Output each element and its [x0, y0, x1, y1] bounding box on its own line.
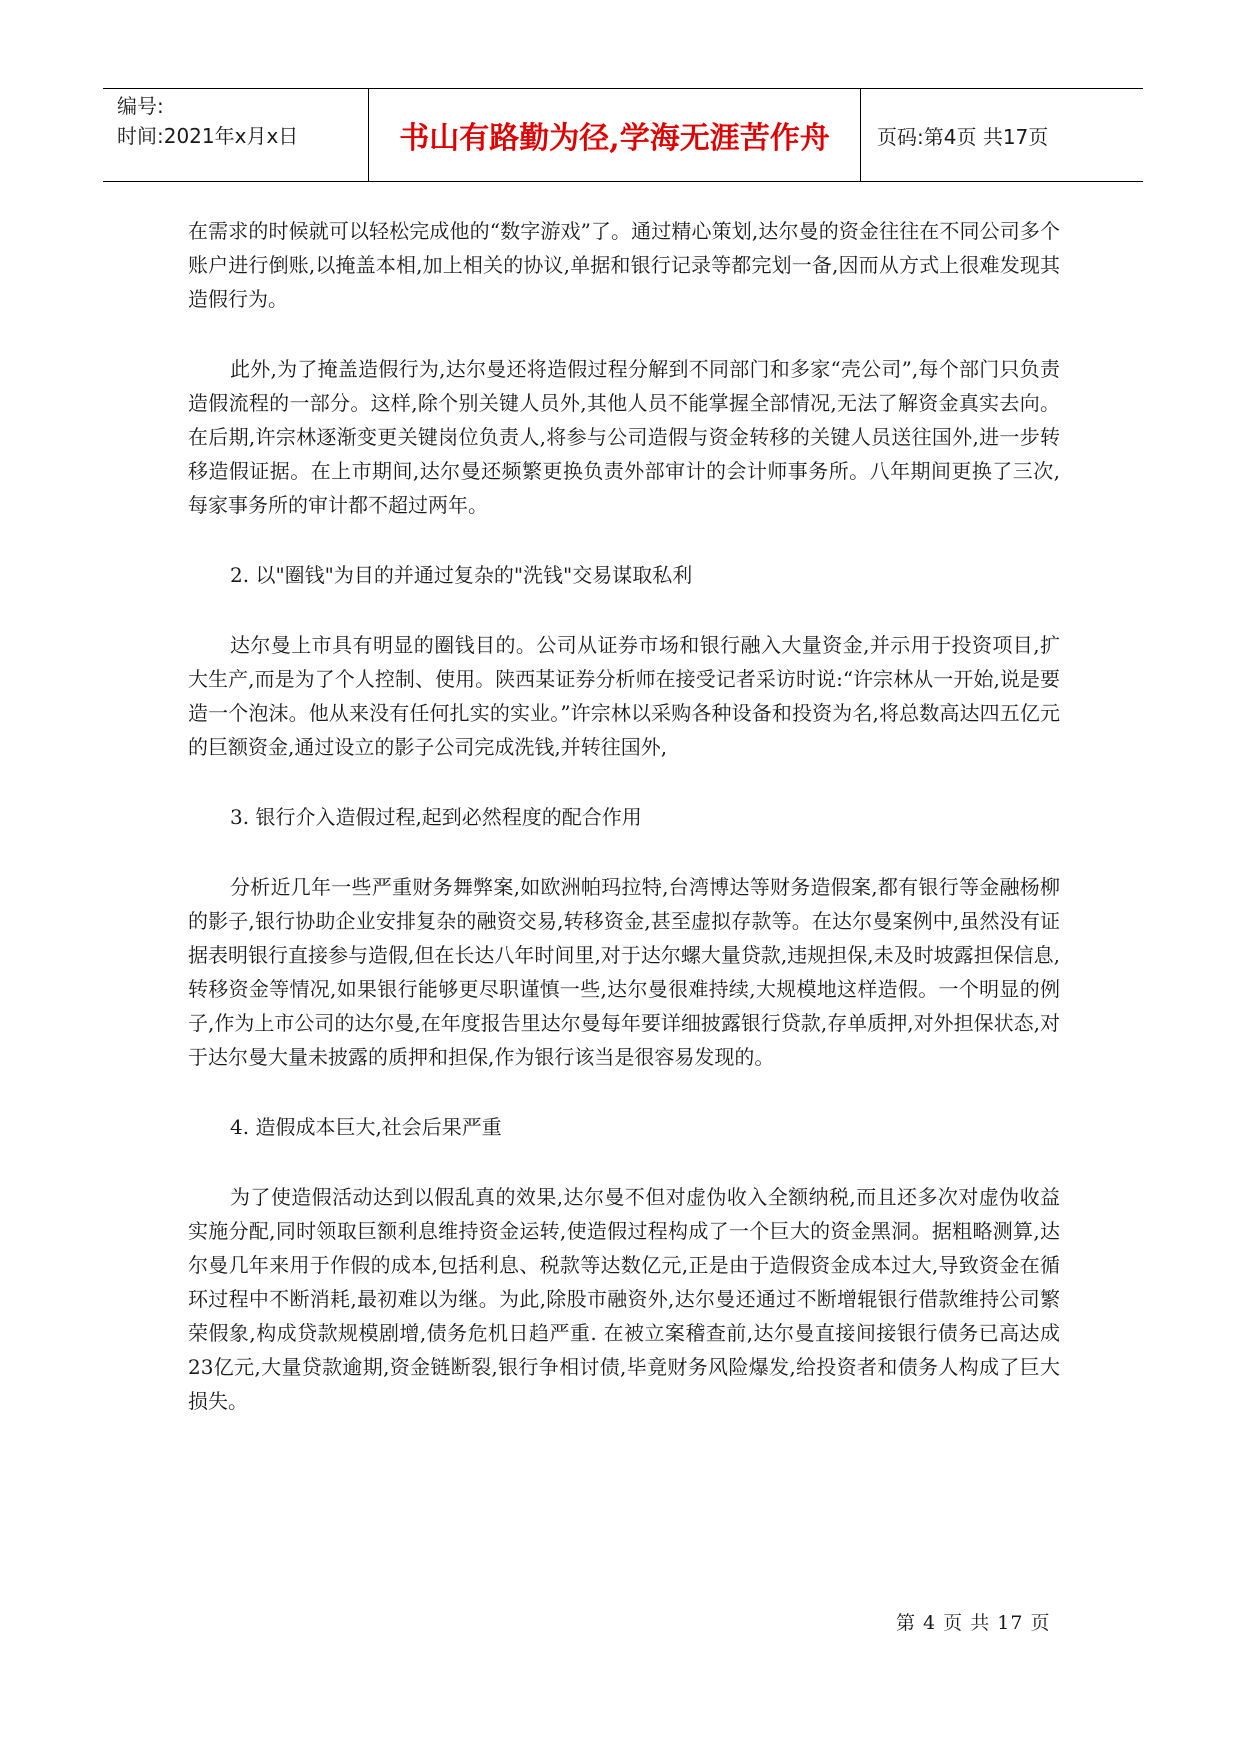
section-heading-4: 4. 造假成本巨大,社会后果严重 — [230, 1115, 502, 1139]
header-motto: 书山有路勤为径,学海无涯苦作舟 — [369, 89, 861, 181]
header-page-label: 页码:第4页 共17页 — [877, 124, 1049, 149]
section-heading-2: 2. 以"圈钱"为目的并通过复杂的"洗钱"交易谋取私利 — [230, 563, 693, 587]
paragraph-3: 达尔曼上市具有明显的圈钱目的。公司从证券市场和银行融入大量资金,并示用于投资项目,扩大生产,而是为了个人控制、使用。陕西某证券分析师在接受记者采访时说:“许宗林从一开始,说是要造一个泡沫。他从来没有任何扎实的实业。”许宗林以采购各种设备和投资为名,将总数高达四五亿元的巨额资金,通过设立的影子公司完成洗钱,并转往国外, — [188, 633, 1060, 759]
page-header — [103, 88, 1143, 182]
section-heading-3: 3. 银行介入造假过程,起到必然程度的配合作用 — [230, 805, 642, 829]
page-footer: 第 4 页 共 17 页 — [896, 1612, 1051, 1634]
paragraph-1: 在需求的时候就可以轻松完成他的“数字游戏”了。通过精心策划,达尔曼的资金往往在不同公司多个账户进行倒账,以掩盖本相,加上相关的协议,单据和银行记录等都完划一备,因而从方式上很难发现其造假行为。 — [188, 219, 1060, 311]
header-meta — [103, 89, 369, 181]
number-label: 编号: — [117, 94, 164, 118]
document-body — [188, 214, 1060, 1418]
paragraph-5: 为了使造假活动达到以假乱真的效果,达尔曼不但对虚伪收入全额纳税,而且还多次对虚伪收益实施分配,同时领取巨额利息维持资金运转,使造假过程构成了一个巨大的资金黑洞。据粗略测算,达尔曼几年来用于作假的成本,包括利息、税款等达数亿元,正是由于造假资金成本过大,导致资金在循环过程中不断消耗,最初难以为继。为此,除股市融资外,达尔曼还通过不断增辊银行借款维持公司繁荣假象,构成贷款规模剧增,债务危机日趋严重. 在被立案稽查前,达尔曼直接间接银行债务已高达成23亿元,大量贷款逾期,资金链断裂,银行争相讨债,毕竟财务风险爆发,给投资者和债务人构成了巨大损失。 — [188, 1185, 1060, 1413]
time-label: 时间:2021年x月x日 — [117, 124, 299, 148]
paragraph-4: 分析近几年一些严重财务舞弊案,如欧洲帕玛拉特,台湾博达等财务造假案,都有银行等金融杨柳的影子,银行协助企业安排复杂的融资交易,转移资金,甚至虚拟存款等。在达尔曼案例中,虽然没有证据表明银行直接参与造假,但在长达八年时间里,对于达尔螺大量贷款,违规担保,未及时坡露担保信息,转移资金等情况,如果银行能够更尽职谨慎一些,达尔曼很难持续,大规模地这样造假。一个明显的例子,作为上市公司的达尔曼,在年度报告里达尔曼每年要详细披露银行贷款,存单质押,对外担保状态,对于达尔曼大量未披露的质押和担保,作为银行该当是很容易发现的。 — [188, 875, 1060, 1069]
paragraph-2: 此外,为了掩盖造假行为,达尔曼还将造假过程分解到不同部门和多家“壳公司”,每个部门只负责造假流程的一部分。这样,除个别关键人员外,其他人员不能掌握全部情况,无法了解资金真实去向。在后期,许宗林逐渐变更关键岗位负责人,将参与公司造假与资金转移的关键人员送往国外,进一步转移造假证据。在上市期间,达尔曼还频繁更换负责外部审计的会计师事务所。八年期间更换了三次,每家事务所的审计都不超过两年。 — [188, 357, 1060, 517]
